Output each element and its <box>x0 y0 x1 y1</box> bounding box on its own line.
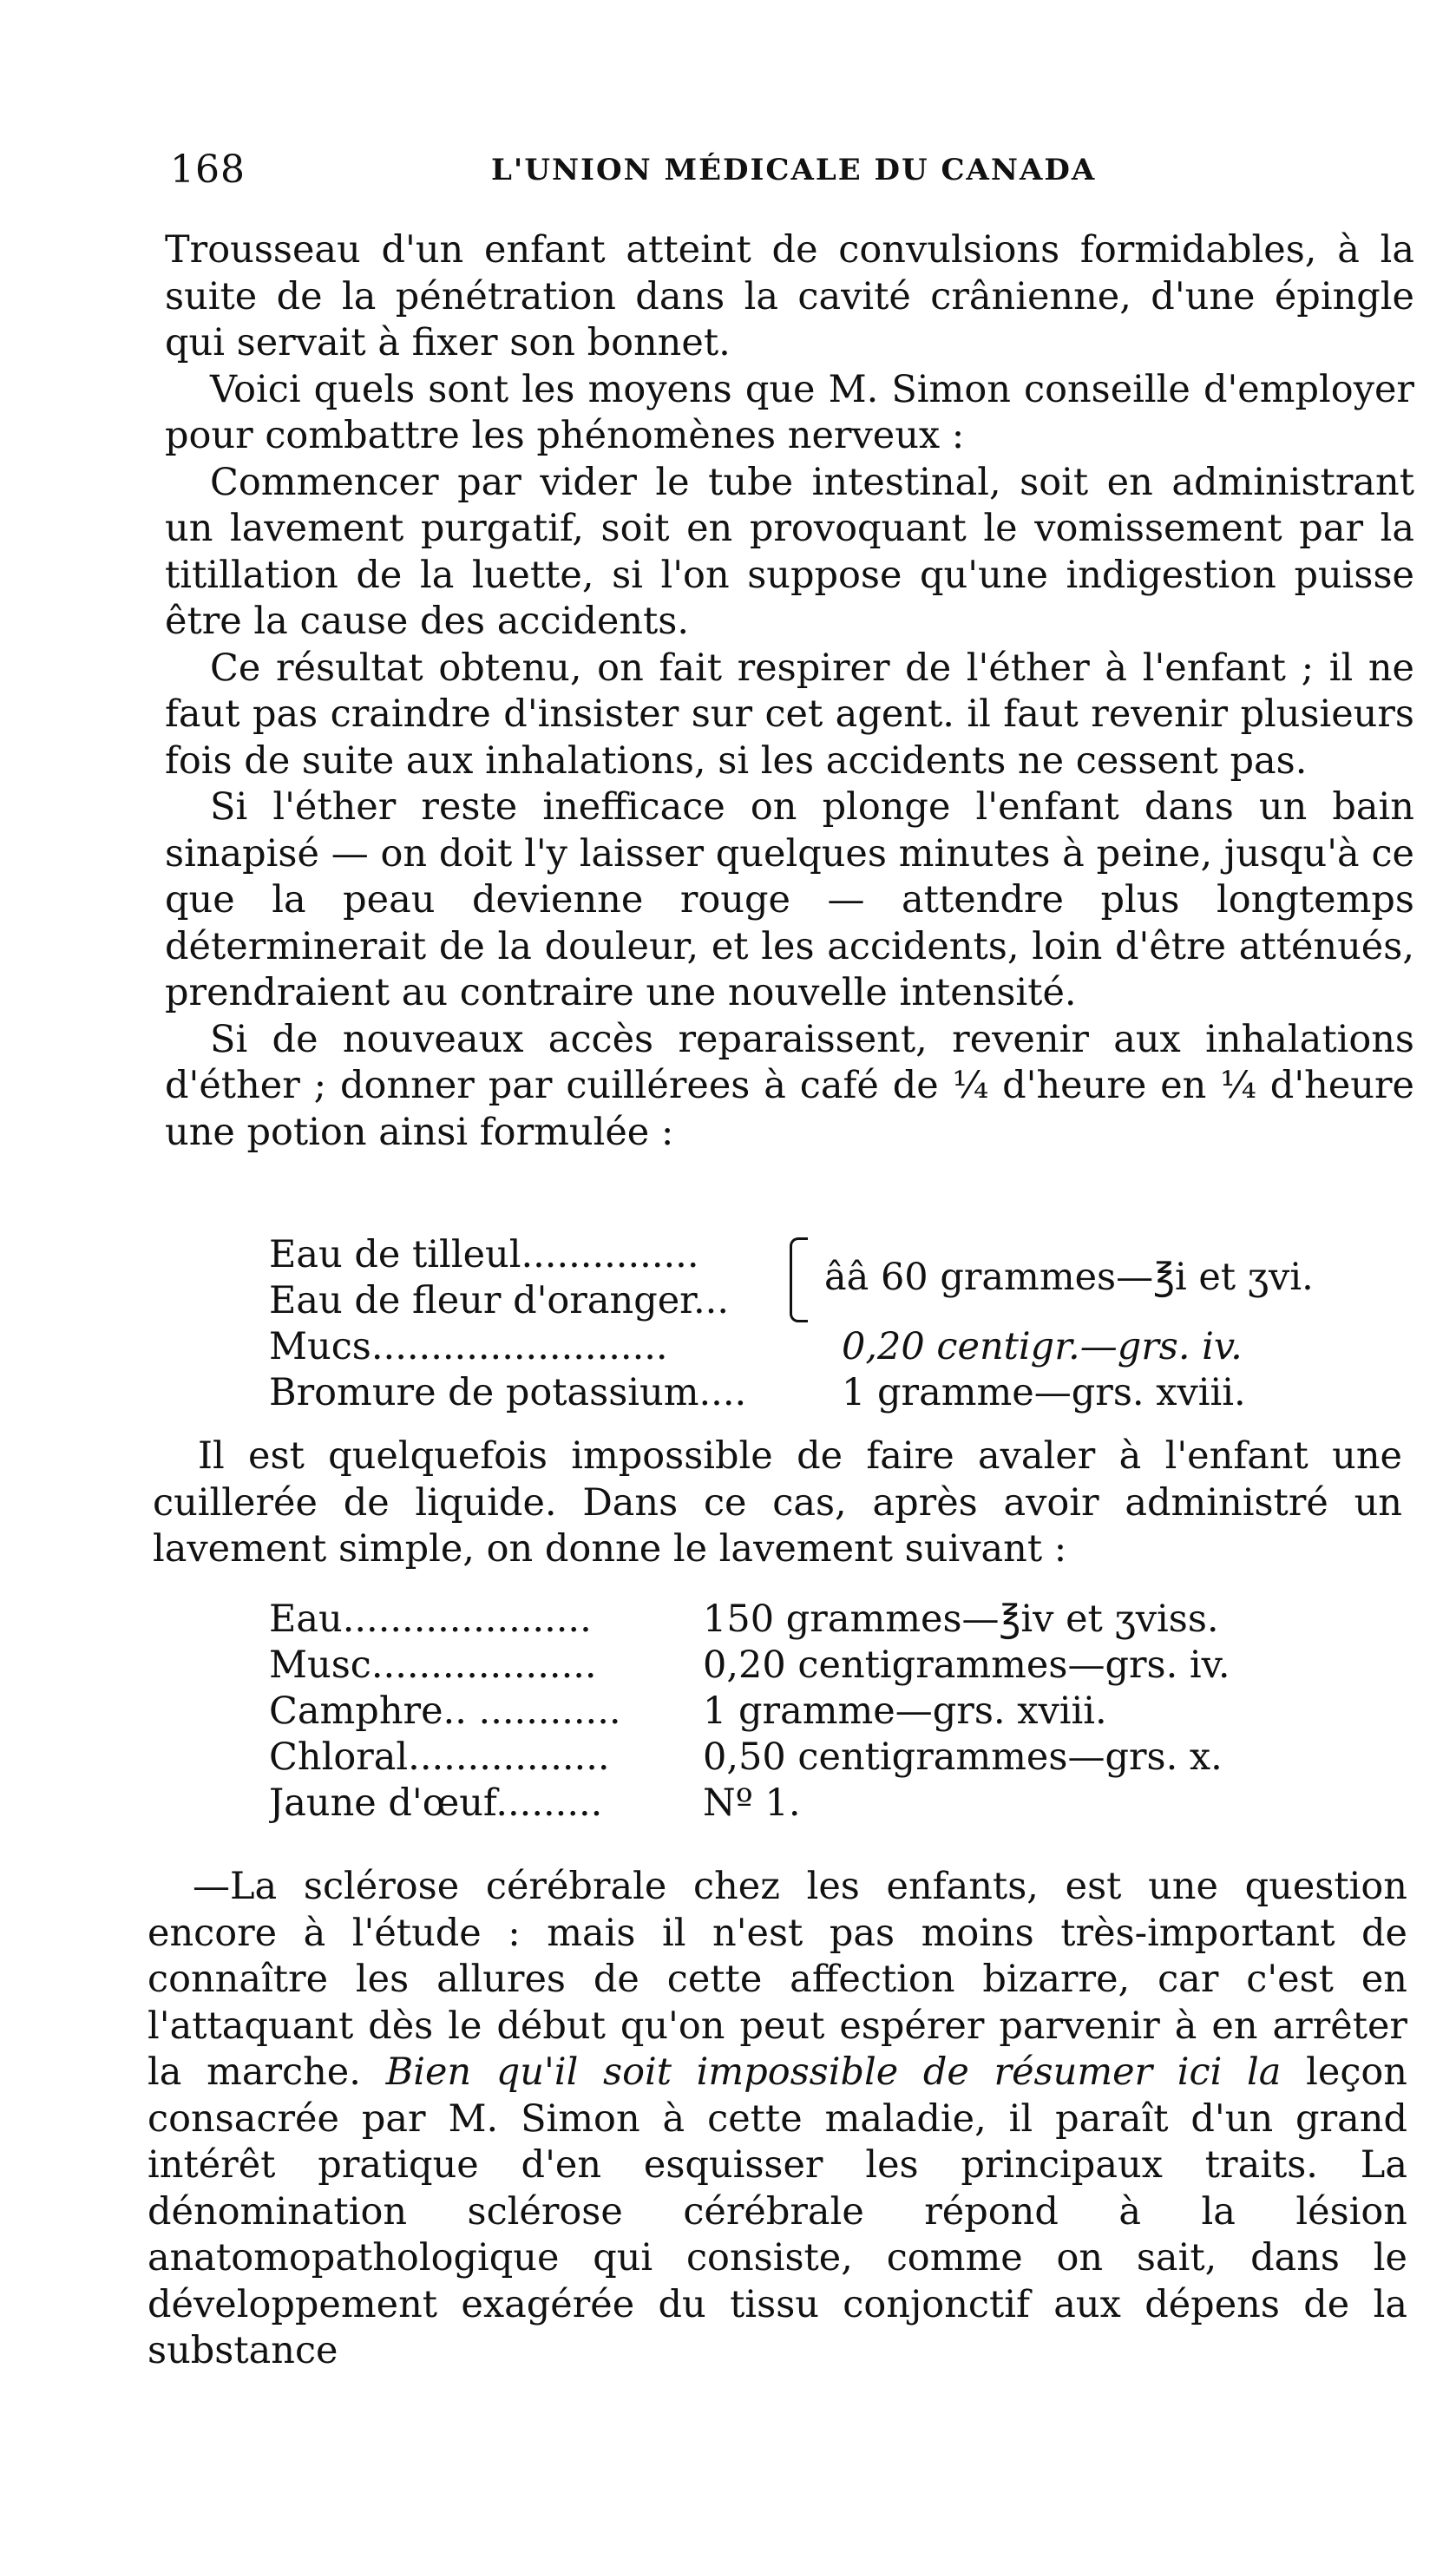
brace-symbol <box>790 1237 808 1322</box>
ingredient: Eau..................... <box>269 1597 592 1641</box>
dose: 0,20 centigr.—grs. iv. <box>842 1325 1243 1368</box>
running-head: L'UNION MÉDICALE DU CANADA <box>491 153 1097 187</box>
ingredient: Chloral................. <box>269 1735 610 1779</box>
page-number: 168 <box>170 148 246 192</box>
ingredient: Bromure de potassium.... <box>269 1371 747 1414</box>
text-run: leçon consacrée par M. Simon à cette maladie, il paraît d'un grand intérêt pratique d'en esquisser les principaux traits. La dénomination sclérose cérébrale répond à la lésion anatomopathologique qui consiste, comme on sait, dans le développement exagérée du tissu conjonctif aux dépens de la substance <box>148 2050 1407 2372</box>
text-run-italic: Bien qu'il soit impossible de résumer ici la <box>385 2050 1282 2094</box>
ingredient: Eau de fleur d'oranger... <box>269 1279 730 1322</box>
text-run: —La sclérose cérébrale chez les enfants, est une question encore à l'étude : mais il n'est pas moins très-important de connaître les allures de cette affection bizarre, car c'est en l'attaquant dès le début qu'on peut espérer parvenir à en arrêter la marche. <box>148 1865 1407 2094</box>
paragraph: Trousseau d'un enfant atteint de convulsions formidables, à la suite de la pénétration dans la cavité crânienne, d'une épingle qui servait à fixer son bonnet. <box>165 228 1414 364</box>
dose: Nº 1. <box>703 1781 801 1825</box>
paragraph: Il est quelquefois impossible de faire avaler à l'enfant une cuillerée de liquide. Dans ce cas, après avoir administré un lavement simple, on donne le lavement suivant : <box>153 1434 1402 1571</box>
ingredient: Musc................... <box>269 1643 597 1687</box>
ingredient: Jaune d'œuf......... <box>269 1781 603 1825</box>
dose: 0,50 centigrammes—grs. x. <box>703 1735 1223 1779</box>
paragraph: Si l'éther reste inefficace on plonge l'enfant dans un bain sinapisé — on doit l'y laisser quelques minutes à peine, jusqu'à ce que la peau devienne rouge — attendre plus longtemps déterminerait de la douleur, et les accidents, loin d'être atténués, prendraient au contraire une nouvelle intensité. <box>165 785 1414 1014</box>
page-header <box>170 148 1099 200</box>
ingredient: Camphre.. ............ <box>269 1689 621 1733</box>
paragraph: Voici quels sont les moyens que M. Simon conseille d'employer pour combattre les phénomènes nerveux : <box>165 367 1414 457</box>
paragraph <box>148 1864 1407 2375</box>
body-text-top <box>165 227 1414 1156</box>
dose: 1 gramme—grs. xviii. <box>703 1689 1107 1733</box>
paragraph: Ce résultat obtenu, on fait respirer de l'éther à l'enfant ; il ne faut pas craindre d'insister sur cet agent. il faut revenir plusieurs fois de suite aux inhalations, si les accidents ne cessent pas. <box>165 646 1414 783</box>
dose: 150 grammes—℥iv et ʒviss. <box>703 1597 1219 1641</box>
enema-formula <box>269 1597 1230 1827</box>
braced-ingredients <box>269 1232 1314 1324</box>
dose: 0,20 centigrammes—grs. iv. <box>703 1643 1230 1687</box>
ingredient: Mucs......................... <box>269 1325 668 1368</box>
paragraph: Commencer par vider le tube intestinal, soit en administrant un lavement purgatif, soit en provoquant le vomissement par la titillation de la luette, si l'on suppose qu'une indigestion puisse être la cause des accidents. <box>165 460 1414 643</box>
paragraph: Si de nouveaux accès reparaissent, revenir aux inhalations d'éther ; donner par cuillérees à café de ¼ d'heure en ¼ d'heure une potion ainsi formulée : <box>165 1017 1414 1154</box>
body-text-bottom <box>148 1864 1407 2375</box>
dose: 1 gramme—grs. xviii. <box>842 1371 1246 1414</box>
body-text-mid <box>153 1433 1402 1573</box>
potion-formula <box>269 1232 1314 1416</box>
ingredient: Eau de tilleul............... <box>269 1233 699 1276</box>
dose: ââ 60 grammes—℥i et ʒvi. <box>824 1256 1314 1299</box>
